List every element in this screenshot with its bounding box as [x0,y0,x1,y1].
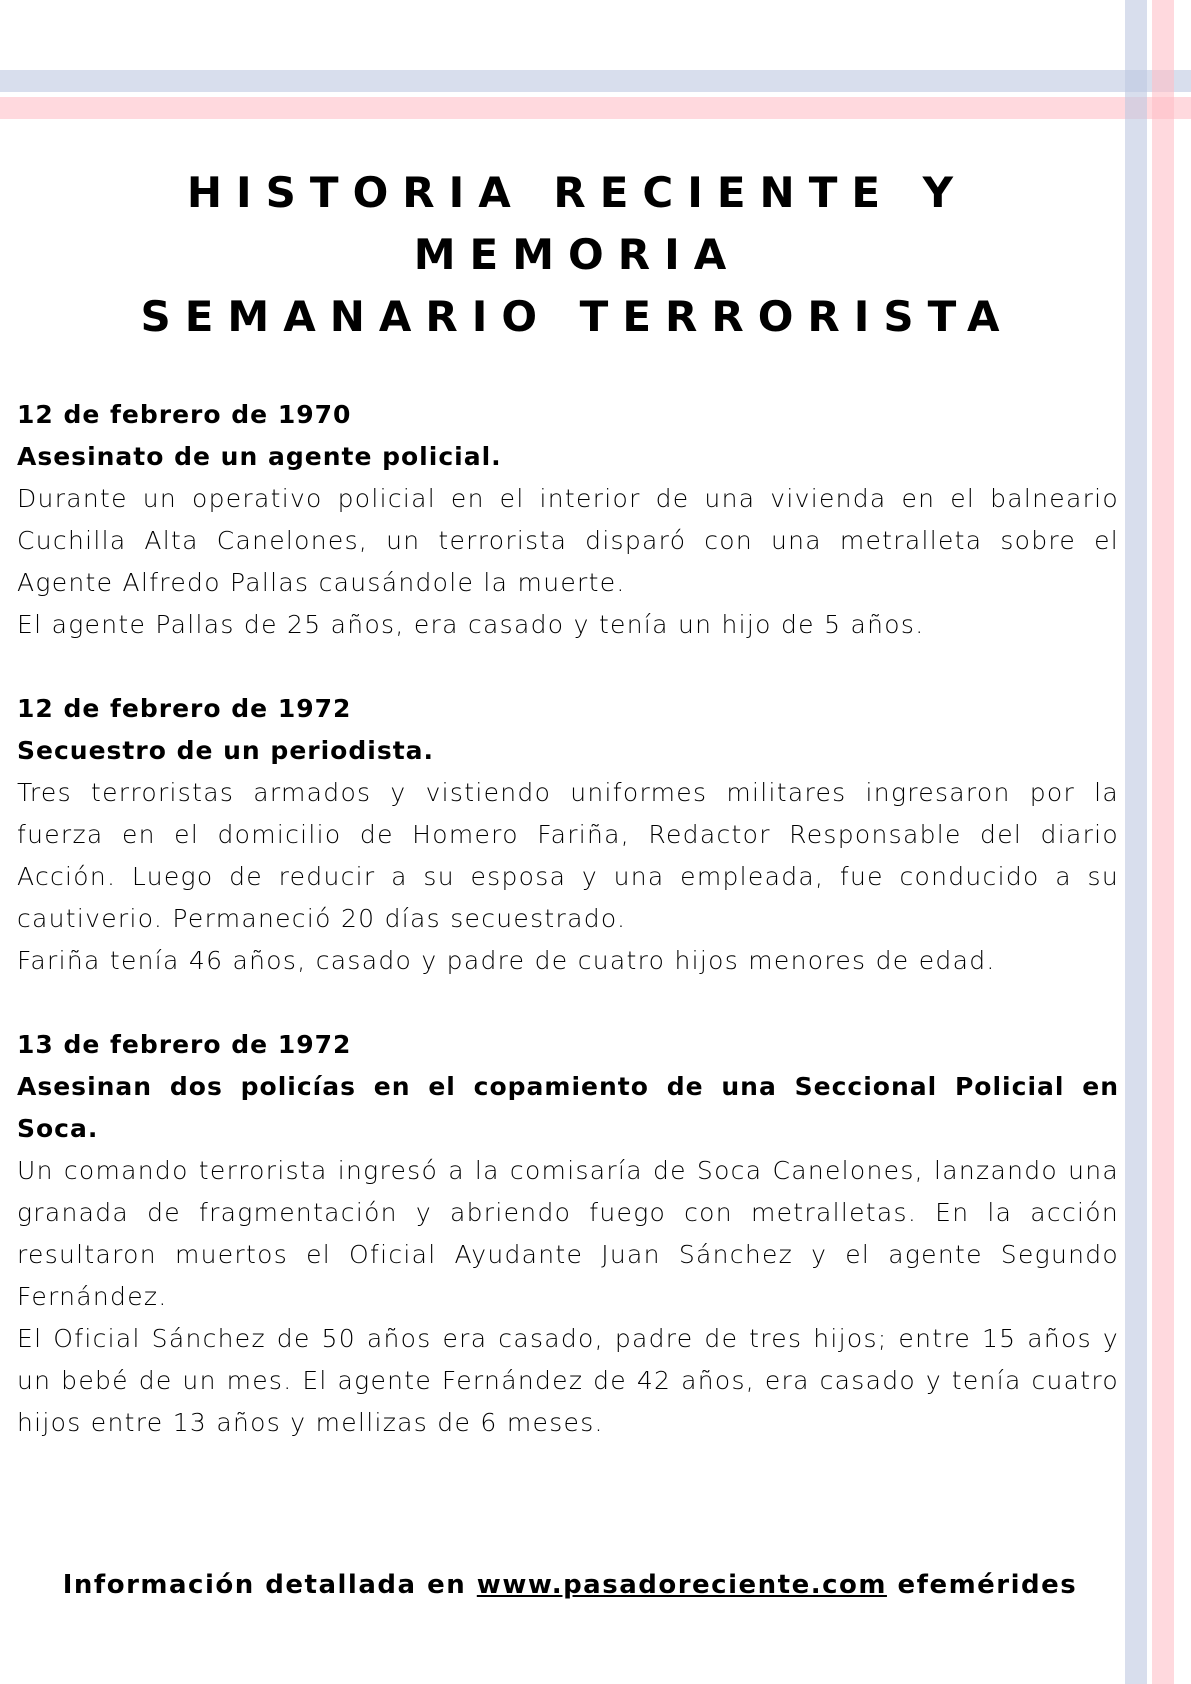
entry-date: 13 de febrero de 1972 [17,1030,352,1059]
entry-date: 12 de febrero de 1972 [17,694,352,723]
entry-heading: Secuestro de un periodista. [17,736,435,765]
footer-prefix: Información detallada en [62,1570,477,1600]
entry-1970-02-12 [17,394,1119,646]
entry-1972-02-13 [17,1024,1119,1444]
entry-1972-02-12 [17,688,1119,982]
horizontal-blue-stripe [0,70,1191,92]
entry-paragraph: El Oficial Sánchez de 50 años era casado, padre de tres hijos; entre 15 años y un bebé de un mes. El agente Fernández de 42 años, era casado y tenía cuatro hijos entre 13 años y mellizas de 6 meses. [17,1324,1119,1437]
ephemerides-list [17,394,1119,1486]
website-link[interactable]: www.pasadoreciente.com [476,1570,887,1600]
footer-suffix: efemérides [886,1570,1078,1600]
entry-paragraph: Tres terroristas armados y vistiendo uniformes militares ingresaron por la fuerza en el domicilio de Homero Fariña, Redactor Responsable del diario Acción. Luego de reducir a su esposa y una empleada, fue conducido a su cautiverio. Permaneció 20 días secuestrado. [17,778,1119,933]
entry-paragraph: Fariña tenía 46 años, casado y padre de cuatro hijos menores de edad. [17,946,996,975]
title-line-1: HISTORIA RECIENTE Y MEMORIA [186,168,968,279]
footer-info [0,1570,1140,1600]
entry-date: 12 de febrero de 1970 [17,400,352,429]
page-title [0,162,1140,348]
entry-heading: Asesinan dos policías en el copamiento de una Seccional Policial en Soca. [17,1072,1119,1143]
entry-heading: Asesinato de un agente policial. [17,442,502,471]
horizontal-pink-stripe [0,97,1191,119]
title-line-2: SEMANARIO TERRORISTA [140,292,1014,341]
vertical-pink-stripe [1152,0,1174,1684]
entry-paragraph: Durante un operativo policial en el interior de una vivienda en el balneario Cuchilla Alta Canelones, un terrorista disparó con una metralleta sobre el Agente Alfredo Pallas causándole la muerte. [17,484,1119,597]
entry-paragraph: El agente Pallas de 25 años, era casado y tenía un hijo de 5 años. [17,610,925,639]
entry-paragraph: Un comando terrorista ingresó a la comisaría de Soca Canelones, lanzando una granada de fragmentación y abriendo fuego con metralletas. En la acción resultaron muertos el Oficial Ayudante Juan Sánchez y el agente Segundo Fernández. [17,1156,1119,1311]
